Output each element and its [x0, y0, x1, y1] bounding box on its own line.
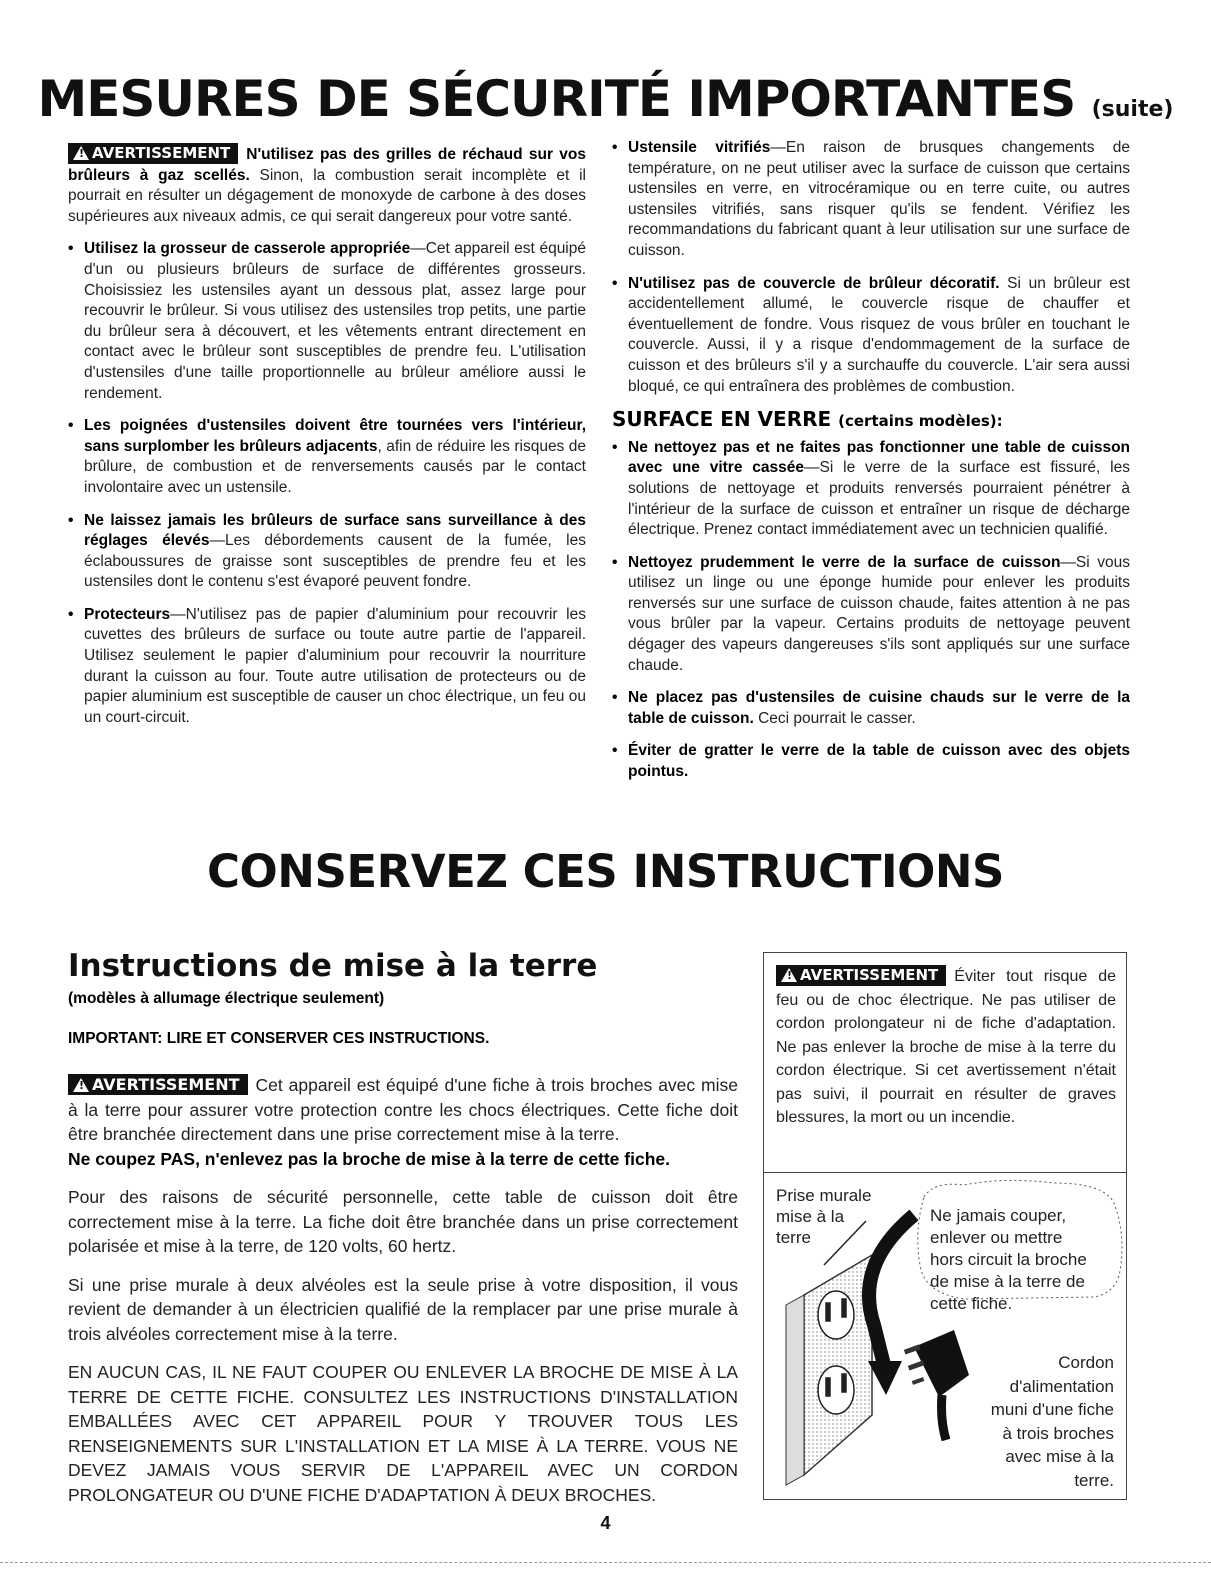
warning-triangle-icon: !	[781, 968, 797, 982]
grounding-paragraph: Si une prise murale à deux alvéoles est la seule prise à votre disposition, il vous revient de demander à un électricien qualifié de la remplacer par une prise murale à trois alvéoles correctement mise à la terre.	[68, 1274, 738, 1344]
list-item: • Nettoyez prudemment le verre de la surface de cuisson—Si vous utilisez un linge ou une éponge humide pour enlever les produits renversés sur une surface de cuisson chaude, faites attention à ne pas vous brûler par la vapeur. Certains produits de nettoyage peuvent dégager des vapeurs dangereuses s'ils sont appliqués sur une surface chaude.	[612, 553, 1130, 677]
right-column	[612, 138, 1130, 795]
list-item: • Les poignées d'ustensiles doivent être tournées vers l'intérieur, sans surplomber les brûleurs adjacents, afin de réduire les risques de brûlure, de combustion et de renversements causés par le contact involontaire avec un ustensile.	[68, 416, 586, 498]
cord-label: Cordon d'alimentation muni d'une fiche à trois broches avec mise à la terre.	[990, 1353, 1114, 1490]
outlet-label: Prise murale mise à la terre	[776, 1186, 872, 1247]
conserve-heading: CONSERVEZ CES INSTRUCTIONS	[207, 845, 1004, 898]
warning-triangle-icon: !	[73, 1078, 89, 1092]
list-item: • Ne placez pas d'ustensiles de cuisine chauds sur le verre de la table de cuisson. Ceci pourrait le casser.	[612, 688, 1130, 729]
list-item: • Utilisez la grosseur de casserole appropriée—Cet appareil est équipé d'un ou plusieurs brûleurs de surface de différentes grosseurs. Choisissiez les ustensiles ayant un dessous plat, assez large pour recouvrir le brûleur. Si vous utilisez des ustensiles trop petits, une partie du brûleur sera à découvert, et les vêtements entrant directement en contact avec le brûleur sont susceptibles de prendre feu. L'utilisation d'ustensiles d'une taille proportionnelle au brûleur améliore aussi le rendement.	[68, 239, 586, 404]
page-title	[0, 70, 1211, 139]
page-edge-divider	[0, 1562, 1211, 1563]
warning-triangle-icon: !	[73, 146, 89, 160]
warning-box	[763, 952, 1127, 1500]
warning-badge: ! AVERTISSEMENT	[776, 965, 946, 986]
page-number: 4	[600, 1513, 611, 1533]
warning-box-text: ! AVERTISSEMENT Éviter tout risque de feu ou de choc électrique. Ne pas utiliser de cordon prolongateur ni de fiche d'adaptation. Ne pas enlever la broche de mise à la terre du cordon électrique. Si cet avertissement n'était pas suivi, il pourrait en résulter de graves blessures, la mort ou un incendie.	[776, 966, 1116, 1126]
wall-outlet-plate	[804, 1255, 872, 1475]
list-item: • N'utilisez pas de couvercle de brûleur décoratif. Si un brûleur est accidentellement allumé, le couvercle risque de chauffer et éventuellement de fondre. Vous risquez de vous brûler en touchant le couvercle. Aussi, il y a risque d'endommagement de la surface de cuisson et des brûleurs s'il y a surchauffe du couvercle. L'air sera aussi bloqué, ce qui entraînera des problèmes de combustion.	[612, 274, 1130, 398]
list-item: • Ne nettoyez pas et ne faites pas fonctionner une table de cuisson avec une vitre cassée—Si le verre de la surface est fissuré, les solutions de nettoyage et produits renversés pourraient pénétrer à l'intérieur de la surface de cuisson et entraîner un risque de décharge électrique. Prenez contact immédiatement avec un technicien qualifié.	[612, 438, 1130, 541]
grounding-paragraph: EN AUCUN CAS, IL NE FAUT COUPER OU ENLEVER LA BROCHE DE MISE À LA TERRE DE CETTE FICHE. CONSULTEZ LES INSTRUCTIONS D'INSTALLATION EMBALLÉES AVEC CET APPAREIL POUR Y TROUVER TOUS LES RENSEIGNEMENTS SUR L'INSTALLATION ET LA MISE À LA TERRE. VOUS NE DEVEZ JAMAIS VOUS SERVIR DE L'APPAREIL AVEC UN CORDON PROLONGATEUR OU D'UNE FICHE D'ADAPTATION À DEUX BROCHES.	[68, 1362, 738, 1505]
list-item: • Éviter de gratter le verre de la table de cuisson avec des objets pointus.	[612, 741, 1130, 782]
grounding-title: Instructions de mise à la terre	[68, 948, 598, 984]
warning-badge: ! AVERTISSEMENT	[68, 143, 238, 164]
warning-badge: ! AVERTISSEMENT	[68, 1074, 248, 1095]
grounding-subtitle: (modèles à allumage électrique seulement)	[68, 990, 385, 1007]
list-item: • Ustensile vitrifiés—En raison de brusques changements de température, on ne peut utiliser avec la surface de cuisson que certains ustensiles en verre, en vitrocéramique ou en terre cuite, ou autres ustensiles vitrifiés, sans risquer qu'ils se fendent. Vérifiez les recommandations du fabricant quant à leur utilisation sur une surface de cuisson.	[612, 138, 1130, 262]
list-item: • Protecteurs—N'utilisez pas de papier d'aluminium pour recouvrir les cuvettes des brûleurs de surface ou toute autre partie de l'appareil. Utilisez seulement le papier d'aluminium pour recouvrir la nourriture durant la cuisson au four. Toute autre utilisation de protecteurs ou de papier aluminium est susceptible de causer un choc électrique, un feu ou un court-circuit.	[68, 605, 586, 729]
page-title-text: MESURES DE SÉCURITÉ IMPORTANTES	[37, 70, 1076, 128]
grounding-important: IMPORTANT: LIRE ET CONSERVER CES INSTRUCTIONS.	[68, 1030, 490, 1047]
warning-paragraph: ! AVERTISSEMENT N'utilisez pas des grilles de réchaud sur vos brûleurs à gaz scellés. Sinon, la combustion serait incomplète et il pourrait en résulter un dégagement de monoxyde de carbone à des doses supérieures aux niveaux admis, ce qui serait dangereux pour votre santé.	[68, 144, 586, 225]
grounding-paragraph: Pour des raisons de sécurité personnelle, cette table de cuisson doit être correctement mise à la terre. La fiche doit être branchée dans un prise correctement polarisée et mise à la terre, de 120 volts, 60 hertz.	[68, 1187, 738, 1256]
grounding-paragraph: ! AVERTISSEMENT Cet appareil est équipé d'une fiche à trois broches avec mise à la terre pour assurer votre protection contre les chocs électriques. Cette fiche doit être branchée directement dans une prise correctement mise à la terre. Ne coupez PAS, n'enlevez pas la broche de mise à la terre de cette fiche.	[68, 1075, 738, 1169]
plug-icon	[904, 1330, 969, 1440]
cloud-text: Ne jamais couper, enlever ou mettre hors circuit la broche de mise à la terre de cette fiche.	[930, 1206, 1087, 1313]
divider	[764, 1172, 1126, 1173]
page-title-suffix: (suite)	[1091, 97, 1174, 122]
section-heading: SURFACE EN VERRE (certains modèles):	[612, 407, 1003, 432]
insert-arrow	[869, 1215, 914, 1365]
list-item: • Ne laissez jamais les brûleurs de surface sans surveillance à des réglages élevés—Les débordements causent de la fumée, les éclaboussures de graisse sont susceptibles de prendre feu et les ustensiles dont le contenu s'est évaporé peuvent fondre.	[68, 511, 586, 593]
left-column	[68, 143, 586, 740]
grounding-body	[68, 1073, 738, 1521]
